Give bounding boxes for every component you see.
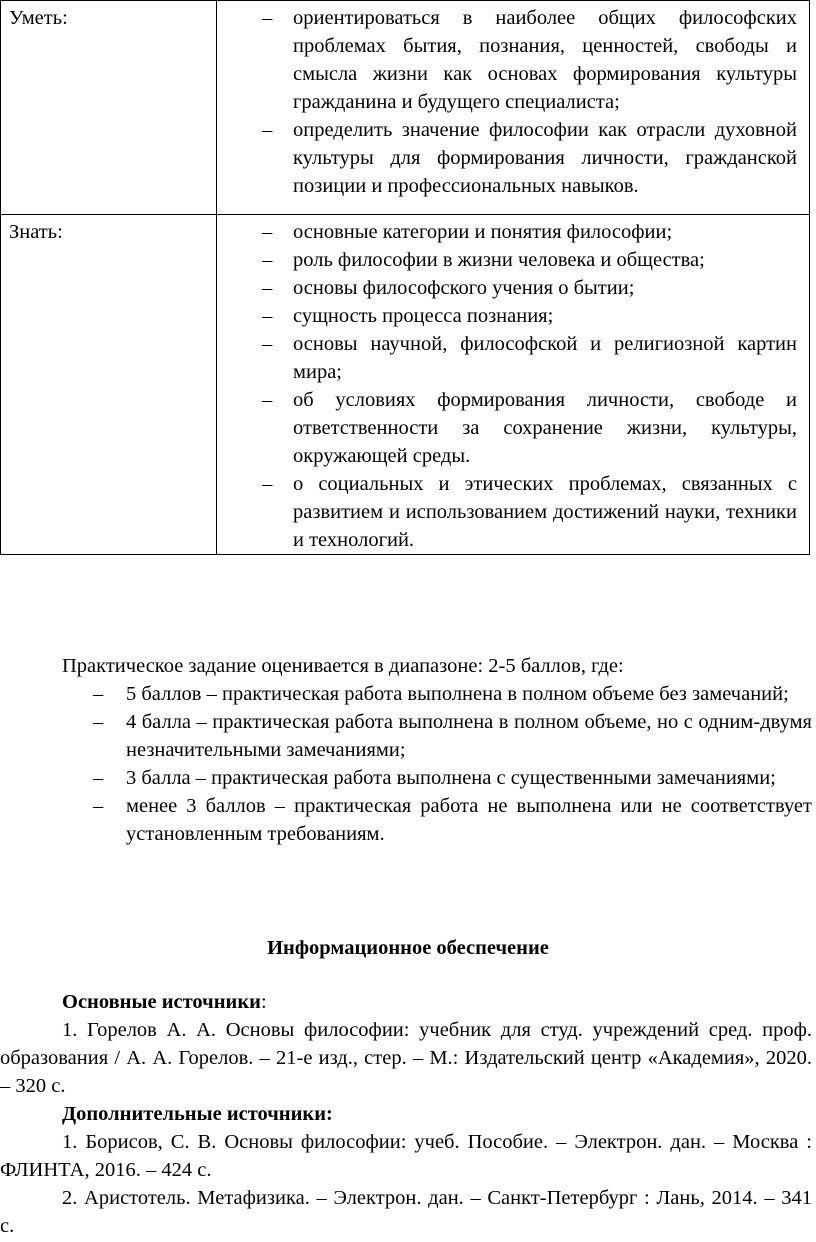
extra-sources-heading: Дополнительные источники: xyxy=(62,1103,333,1125)
sources-section xyxy=(0,988,812,1240)
list-item: – об условиях формирования личности, свободе и ответственности за сохранение жизни, культуры, окружающей среды. xyxy=(293,386,797,470)
list-item: – роль философии в жизни человека и общества; xyxy=(293,246,797,274)
list-item: – о социальных и этических проблемах, связанных с развитием и использованием достижений науки, техники и технологий. xyxy=(293,470,797,554)
source-entry: 1. Борисов, С. В. Основы философии: учеб. Пособие. – Электрон. дан. – Москва : ФЛИНТА, 2016. – 424 с. xyxy=(0,1131,812,1181)
list-item: – основы научной, философской и религиозной картин мира; xyxy=(293,330,797,386)
skills-list xyxy=(217,4,797,200)
list-item: – 5 баллов – практическая работа выполнена в полном объеме без замечаний; xyxy=(126,680,812,708)
list-item: – определить значение философии как отрасли духовной культуры для формирования личности, гражданской позиции и профессиональных навыков. xyxy=(293,116,797,200)
list-item: – менее 3 баллов – практическая работа не выполнена или не соответствует установленным требованиям. xyxy=(126,792,812,848)
knowledge-list xyxy=(217,218,797,554)
grading-list xyxy=(0,680,816,848)
section-title: Информационное обеспечение xyxy=(267,937,549,959)
row-items xyxy=(217,1,810,215)
row-items xyxy=(217,215,810,555)
list-item: – основы философского учения о бытии; xyxy=(293,274,797,302)
grading-section xyxy=(0,652,816,848)
source-entry: 1. Горелов А. А. Основы философии: учебник для студ. учреждений сред. проф. образования / А. А. Горелов. – 21-е изд., стер. – М.: Издательский центр «Академия», 2020. – 320 с. xyxy=(0,1019,812,1097)
row-label: Знать: xyxy=(1,215,217,555)
row-label: Уметь: xyxy=(1,1,217,215)
list-item: – основные категории и понятия философии; xyxy=(293,218,797,246)
list-item: – сущность процесса познания; xyxy=(293,302,797,330)
table-row xyxy=(1,215,810,555)
list-item: – 3 балла – практическая работа выполнена с существенными замечаниями; xyxy=(126,764,812,792)
list-item: – 4 балла – практическая работа выполнена в полном объеме, но с одним-двумя незначительными замечаниями; xyxy=(126,708,812,764)
source-entry: 2. Аристотель. Метафизика. – Электрон. дан. – Санкт-Петербург : Лань, 2014. – 341 с. xyxy=(0,1187,812,1237)
requirements-table xyxy=(0,0,810,555)
main-sources-heading: Основные источники: xyxy=(62,991,267,1013)
table-row xyxy=(1,1,810,215)
grading-intro: Практическое задание оценивается в диапазоне: 2-5 баллов, где: xyxy=(62,655,624,677)
list-item: – ориентироваться в наиболее общих философских проблемах бытия, познания, ценностей, свободы и смысла жизни как основах формирования культуры гражданина и будущего специалиста; xyxy=(293,4,797,116)
